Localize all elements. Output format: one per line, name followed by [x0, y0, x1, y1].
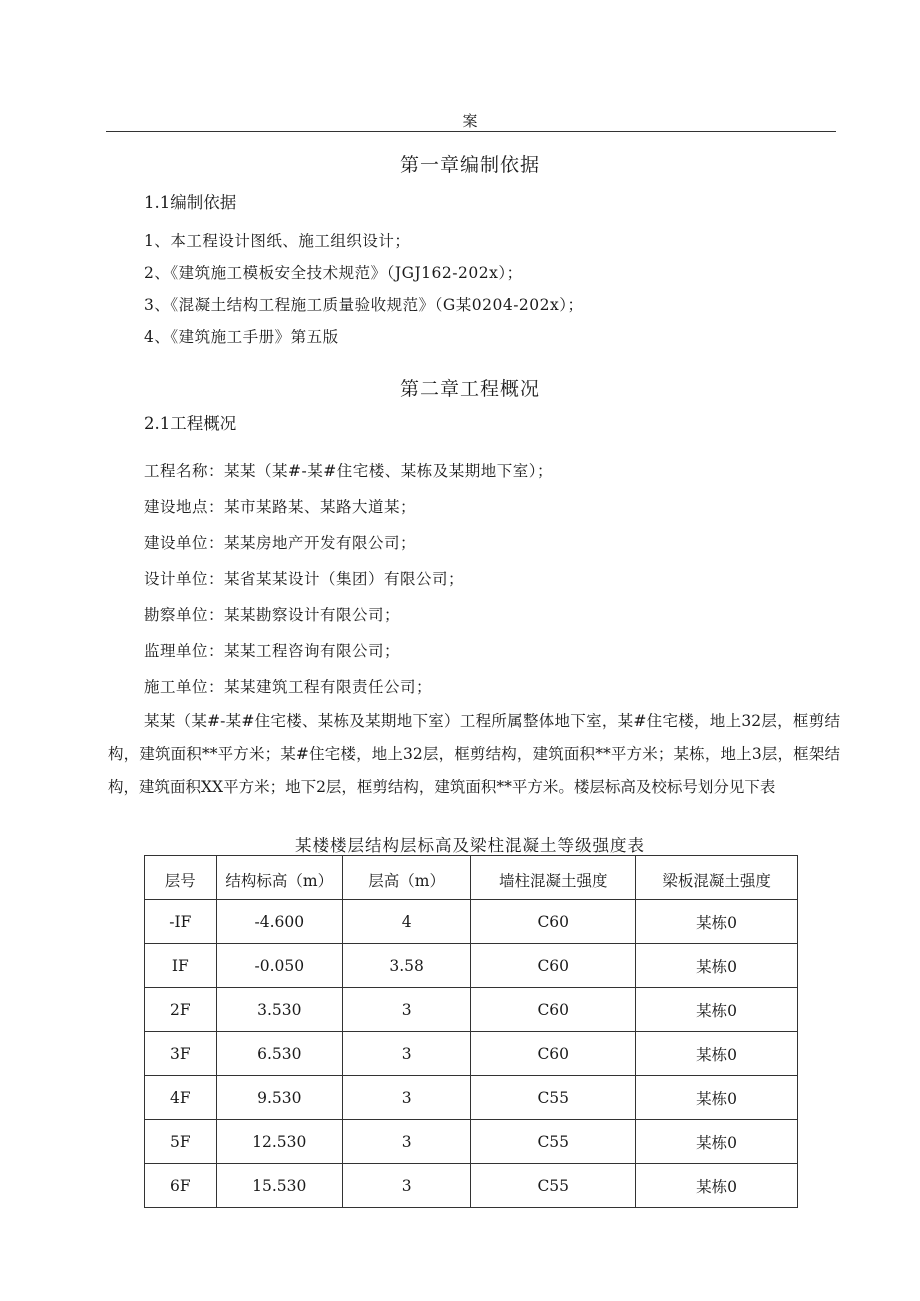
cell-floor-height: 3 [342, 1032, 470, 1076]
contractor-unit: 施工单位：某某建筑工程有限责任公司； [144, 678, 433, 696]
page-header: 案 [462, 112, 478, 130]
table-row [145, 944, 798, 988]
table-title: 某楼楼层结构层标高及梁柱混凝土等级强度表 [295, 836, 645, 855]
cell-wall-column-strength: C55 [471, 1120, 636, 1164]
basis-item-4: 4、《建筑施工手册》第五版 [144, 328, 339, 346]
cell-wall-column-strength: C60 [471, 900, 636, 944]
section-1-1-heading: 1.1编制依据 [144, 193, 237, 212]
cell-floor-height: 3 [342, 988, 470, 1032]
cell-floor: 4F [145, 1076, 217, 1120]
cell-elevation: 6.530 [216, 1032, 342, 1076]
cell-floor-height: 3.58 [342, 944, 470, 988]
cell-wall-column-strength: C55 [471, 1164, 636, 1208]
design-unit: 设计单位：某省某某设计（集团）有限公司； [144, 570, 465, 588]
header-floor: 层号 [145, 856, 217, 900]
table-row [145, 988, 798, 1032]
basis-item-1: 1、本工程设计图纸、施工组织设计； [144, 232, 411, 250]
basis-item-3: 3、《混凝土结构工程施工质量验收规范》（G某0204-202x）； [144, 296, 584, 314]
cell-floor-height: 3 [342, 1076, 470, 1120]
cell-floor: 6F [145, 1164, 217, 1208]
cell-beam-slab-strength: 某栋0 [636, 944, 798, 988]
survey-unit: 勘察单位：某某勘察设计有限公司； [144, 606, 401, 624]
basis-item-2: 2、《建筑施工模板安全技术规范》（JGJ162-202x）； [144, 264, 523, 282]
cell-elevation: 12.530 [216, 1120, 342, 1164]
cell-elevation: -0.050 [216, 944, 342, 988]
header-divider [106, 131, 836, 132]
cell-floor-height: 3 [342, 1120, 470, 1164]
construction-unit: 建设单位：某某房地产开发有限公司； [144, 534, 417, 552]
cell-elevation: 3.530 [216, 988, 342, 1032]
chapter1-title: 第一章编制依据 [399, 154, 540, 176]
table-row [145, 900, 798, 944]
cell-wall-column-strength: C60 [471, 988, 636, 1032]
header-wall-column-strength: 墙柱混凝土强度 [471, 856, 636, 900]
supervision-unit: 监理单位：某某工程咨询有限公司； [144, 642, 401, 660]
cell-elevation: 9.530 [216, 1076, 342, 1120]
header-elevation: 结构标高（m） [216, 856, 342, 900]
cell-elevation: 15.530 [216, 1164, 342, 1208]
project-name: 工程名称：某某（某#-某#住宅楼、某栋及某期地下室）； [144, 462, 553, 480]
table-row [145, 1076, 798, 1120]
table-row [145, 1164, 798, 1208]
cell-beam-slab-strength: 某栋0 [636, 900, 798, 944]
cell-floor: 3F [145, 1032, 217, 1076]
table-row [145, 1120, 798, 1164]
cell-wall-column-strength: C60 [471, 944, 636, 988]
cell-beam-slab-strength: 某栋0 [636, 1032, 798, 1076]
header-beam-slab-strength: 梁板混凝土强度 [636, 856, 798, 900]
header-floor-height: 层高（m） [342, 856, 470, 900]
cell-floor: IF [145, 944, 217, 988]
section-2-1-heading: 2.1工程概况 [144, 414, 237, 433]
cell-beam-slab-strength: 某栋0 [636, 1120, 798, 1164]
cell-beam-slab-strength: 某栋0 [636, 1076, 798, 1120]
table-header-row [145, 856, 798, 900]
table-row [145, 1032, 798, 1076]
cell-wall-column-strength: C55 [471, 1076, 636, 1120]
cell-elevation: -4.600 [216, 900, 342, 944]
cell-floor-height: 3 [342, 1164, 470, 1208]
cell-beam-slab-strength: 某栋0 [636, 1164, 798, 1208]
cell-floor: -IF [145, 900, 217, 944]
floor-strength-table [144, 855, 798, 1208]
cell-floor-height: 4 [342, 900, 470, 944]
project-location: 建设地点：某市某路某、某路大道某； [144, 498, 417, 516]
project-overview-paragraph: 某某（某#-某#住宅楼、某栋及某期地下室）工程所属整体地下室，某#住宅楼，地上32层，框剪结构，建筑面积**平方米；某#住宅楼，地上32层，框剪结构，建筑面积**平方米；某栋，地上3层，框架结构，建筑面积XX平方米；地下2层，框剪结构，建筑面积**平方米。楼层标高及校标号划分见下表 [108, 712, 840, 796]
cell-beam-slab-strength: 某栋0 [636, 988, 798, 1032]
cell-floor: 5F [145, 1120, 217, 1164]
chapter2-title: 第二章工程概况 [399, 378, 540, 400]
cell-wall-column-strength: C60 [471, 1032, 636, 1076]
cell-floor: 2F [145, 988, 217, 1032]
